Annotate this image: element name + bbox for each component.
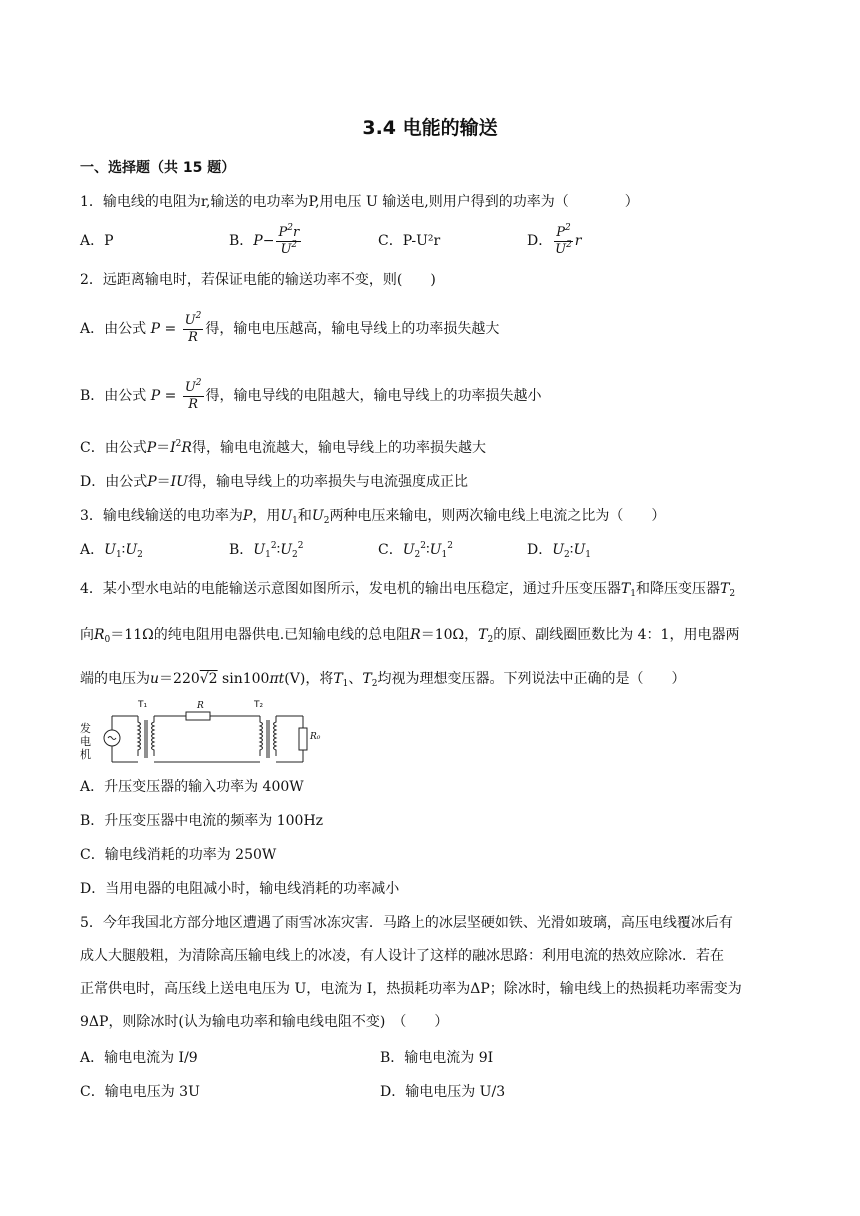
q1-d-fraction: $\frac{P^2}{U^2}$ — [555, 222, 572, 257]
q2-a-post: 得，输电电压越高，输电导线上的功率损失越大 — [205, 321, 500, 337]
q3-stem-pre: 3．输电线输送的电功率为 — [80, 508, 243, 524]
q3-option-c[interactable]: C．$U_2^2∶U_1^2$ — [378, 541, 453, 560]
load-resistor-r0 — [299, 728, 307, 750]
q2-b-fraction: $\frac{U^2}{R}$ — [184, 377, 202, 412]
q1-option-a[interactable]: A．P — [80, 233, 114, 249]
q2-option-d[interactable]: D．由公式P＝IU得，输电导线上的功率损失与电流强度成正比 — [80, 474, 468, 490]
q5-option-b[interactable]: B．输电电流为 9I — [380, 1050, 494, 1066]
q5-option-d[interactable]: D．输电电压为 U/3 — [380, 1084, 506, 1100]
q2-option-a[interactable]: A．由公式 P = $\frac{U^2}{R}$ 得，输电电压越高，输电导线上的功率损失越大 — [80, 310, 500, 345]
q3-stem: 3．输电线输送的电功率为P，用$U_1$和$U_2$两种电压来输电，则两次输电线上电流之比为（ ） — [80, 508, 666, 526]
q4-line1-mid: 和降压变压器 — [635, 581, 720, 597]
q4-line2-pre: 向 — [80, 627, 94, 643]
section-heading: 一、选择题（共 15 题） — [80, 160, 236, 176]
q4-line2-mid2: ， — [464, 627, 479, 643]
q1-b-fraction: $\frac{P^2r}{U^2}$ — [278, 222, 300, 257]
q3-c-label: C． — [378, 542, 403, 558]
q2-b-pre: B．由公式 — [80, 388, 147, 404]
q4-line2: 向$R_0=11\Omega$的纯电阻用电器供电.已知输电线的总电阻R＝10Ω，$T_2$的原、副线圈匝数比为 4：1，用电器两 — [80, 627, 740, 645]
q2-option-b[interactable]: B．由公式 P = $\frac{U^2}{R}$ 得，输电导线的电阻越大，输电导线上的功率损失越小 — [80, 377, 542, 412]
q4-line3-pre: 端的电压为 — [80, 671, 150, 687]
q4-option-a[interactable]: A．升压变压器的输入功率为 400W — [80, 779, 304, 795]
q2-d-pre: D．由公式 — [80, 474, 148, 490]
q3-stem-post: 两种电压来输电，则两次输电线上电流之比为（ ） — [329, 508, 666, 524]
r0-label: R₀ — [310, 732, 321, 742]
q3-stem-mid2: 和 — [297, 508, 312, 524]
q5-line4: 9ΔP，则除冰时(认为输电功率和输电线电阻不变) （ ） — [80, 1014, 449, 1030]
q1-option-c[interactable]: C．P-U²r — [378, 233, 441, 249]
t1-primary-coil — [138, 716, 141, 756]
q2-stem: 2．远距离输电时，若保证电能的输送功率不变，则( ) — [80, 272, 436, 288]
q4-option-b[interactable]: B．升压变压器中电流的频率为 100Hz — [80, 813, 324, 829]
q4-line3: 端的电压为u＝220√2 sin100πt(V)，将$T_1$、$T_2$均视为理想变压器。下列说法中正确的是（ ） — [80, 671, 686, 689]
q2-a-pre: A．由公式 — [80, 321, 147, 337]
q2-c-post: 得，输电电流越大，输电导线上的功率损失越大 — [191, 440, 486, 456]
q5-line3: 正常供电时，高压线上送电电压为 U，电流为 I，热损耗功率为ΔP；除冰时，输电线上的热损耗功率需变为 — [80, 981, 742, 997]
q5-option-a[interactable]: A．输电电流为 I/9 — [80, 1050, 198, 1066]
generator-label: 发电机 — [80, 722, 91, 761]
q2-a-fraction: $\frac{U^2}{R}$ — [184, 310, 202, 345]
q1-option-b-label: B． — [229, 233, 254, 249]
q4-line1-pre: 4．某小型水电站的电能输送示意图如图所示，发电机的输出电压稳定，通过升压变压器 — [80, 581, 621, 597]
q4-line1: 4．某小型水电站的电能输送示意图如图所示，发电机的输出电压稳定，通过升压变压器$T_1$和降压变压器$T_2$ — [80, 581, 736, 599]
q5-line1: 5．今年我国北方部分地区遭遇了雨雪冰冻灾害．马路上的冰层坚硬如铁、光滑如玻璃，高压电线覆冰后有 — [80, 915, 733, 931]
r-label: R — [197, 701, 204, 711]
t2-label: T₂ — [254, 700, 264, 710]
q3-stem-mid1: ，用 — [252, 508, 281, 524]
q5-line2: 成人大腿般粗，为清除高压输电线上的冰凌，有人设计了这样的融冰思路：利用电流的热效应除冰．若在 — [80, 948, 724, 964]
q5-option-c[interactable]: C．输电电压为 3U — [80, 1084, 200, 1100]
q1-stem: 1．输电线的电阻为r,输送的电功率为P,用电压 U 输送电,则用户得到的功率为（ ） — [80, 194, 639, 210]
line-resistor-r — [186, 712, 210, 720]
t2-primary-coil — [260, 716, 263, 756]
q3-option-b[interactable]: B．$U_1^2∶U_2^2$ — [229, 541, 304, 560]
q1-option-b[interactable]: B．P− $\frac{P^2r}{U^2}$ — [229, 222, 300, 257]
q3-option-a[interactable]: A．$U_1∶U_2$ — [80, 542, 143, 560]
q4-option-d[interactable]: D．当用电器的电阻减小时，输电线消耗的功率减小 — [80, 881, 400, 897]
t1-label: T₁ — [138, 700, 148, 710]
q3-b-label: B． — [229, 542, 254, 558]
q1-option-d-label: D． — [527, 233, 553, 249]
q2-d-post: 得，输电导线上的功率损失与电流强度成正比 — [188, 474, 468, 490]
page-title: 3.4 电能的输送 — [362, 117, 498, 139]
q1-option-d[interactable]: D． $\frac{P^2}{U^2}$ r — [527, 222, 582, 257]
t1-secondary-coil — [152, 716, 155, 756]
q4-line3-post: 均视为理想变压器。下列说法中正确的是（ ） — [377, 671, 686, 687]
q2-c-pre: C．由公式 — [80, 440, 147, 456]
q4-line2-post: 的原、副线圈匝数比为 4：1，用电器两 — [493, 627, 740, 643]
t2-secondary-coil — [274, 716, 277, 756]
q4-option-c[interactable]: C．输电线消耗的功率为 250W — [80, 847, 277, 863]
q3-d-label: D． — [527, 542, 553, 558]
q2-option-c[interactable]: C．由公式$P=I^2R$得，输电电流越大，输电导线上的功率损失越大 — [80, 439, 486, 456]
q4-line3-mid: ，将 — [305, 671, 334, 687]
q3-option-d[interactable]: D．$U_2∶U_1$ — [527, 542, 591, 560]
q4-circuit-diagram — [78, 702, 336, 770]
q3-a-label: A． — [80, 542, 105, 558]
q2-b-post: 得，输电导线的电阻越大，输电导线上的功率损失越小 — [205, 388, 542, 404]
q4-line2-mid: 的纯电阻用电器供电.已知输电线的总电阻 — [153, 627, 411, 643]
